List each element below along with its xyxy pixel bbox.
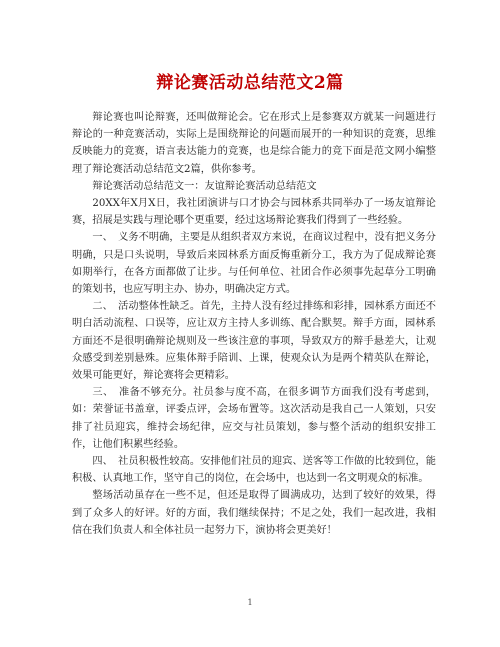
point-one-paragraph: 一、 义务不明确，主要是从组织者双方来说，在商议过程中，没有把义务分明确，只是口头说明，导致后来园林系方面反悔重新分工，我方为了促成辩论赛如期举行，在各方面都做了让步。与任何单位、社团合作必须事先起草分工明确的策划书，也应写明主办、协办，明确决定方式。 bbox=[72, 232, 436, 296]
page-number: 1 bbox=[247, 598, 253, 607]
document-title: 辩论赛活动总结范文2篇 bbox=[156, 73, 344, 93]
section-heading: 辩论赛活动总结范文一：友谊辩论赛活动总结范文 bbox=[92, 180, 317, 192]
event-overview-paragraph: 20XX年X月X日，我社团演讲与口才协会与园林系共同举办了一场友谊辩论赛，招展是实践与理论哪个更重要，经过这场辩论赛我们得到了一些经验。 bbox=[72, 198, 436, 227]
point-two-paragraph: 二、 活动整体性缺乏。首先，主持人没有经过排练和彩排，园林系方面还不明白活动流程、口误等，应让双方主持人多训练、配合默契。辩手方面，园林系方面还不是很明确辩论规则及一些该注意的事项，导致双方的辩手悬差大，让观众感受到差别悬殊。应集体辩手陪训、上课，使观众认为是两个精英队在辩论，效果可能更好，辩论赛将会更精彩。 bbox=[72, 301, 436, 382]
point-three-paragraph: 三、 准备不够充分。社员参与度不高，在很多调节方面我们没有考虑到，如：荣誉证书盖章，评委点评，会场布置等。这次活动是我自己一人策划，只安排了社员迎宾，维持会场纪律，应交与社员策划，参与整个活动的组织安排工作，让他们积累些经验。 bbox=[72, 387, 436, 450]
document-body bbox=[72, 109, 436, 539]
intro-paragraph: 辩论赛也叫论辩赛，还叫做辩论会。它在形式上是参赛双方就某一问题进行辩论的一种竞赛活动，实际上是围绕辩论的问题而展开的一种知识的竞赛，思维反映能力的竞赛，语言表达能力的竞赛，也是综合能力的竞下面是范文网小编整理了辩论赛活动总结范文2篇，供你参考。 bbox=[72, 112, 436, 175]
conclusion-paragraph: 整场活动虽存在一些不足，但还是取得了圆满成功，达到了较好的效果，得到了众多人的好评。好的方面，我们继续保持；不足之处，我们一起改进，我相信在我们负责人和全体社员一起努力下，演协将会更美好！ bbox=[72, 490, 436, 536]
point-four-paragraph: 四、 社员积极性较高。安排他们社员的迎宾、送客等工作做的比较到位，能积极、认真地工作，坚守自己的岗位，在会场中，也达到一名文明观众的标准。 bbox=[72, 456, 436, 485]
